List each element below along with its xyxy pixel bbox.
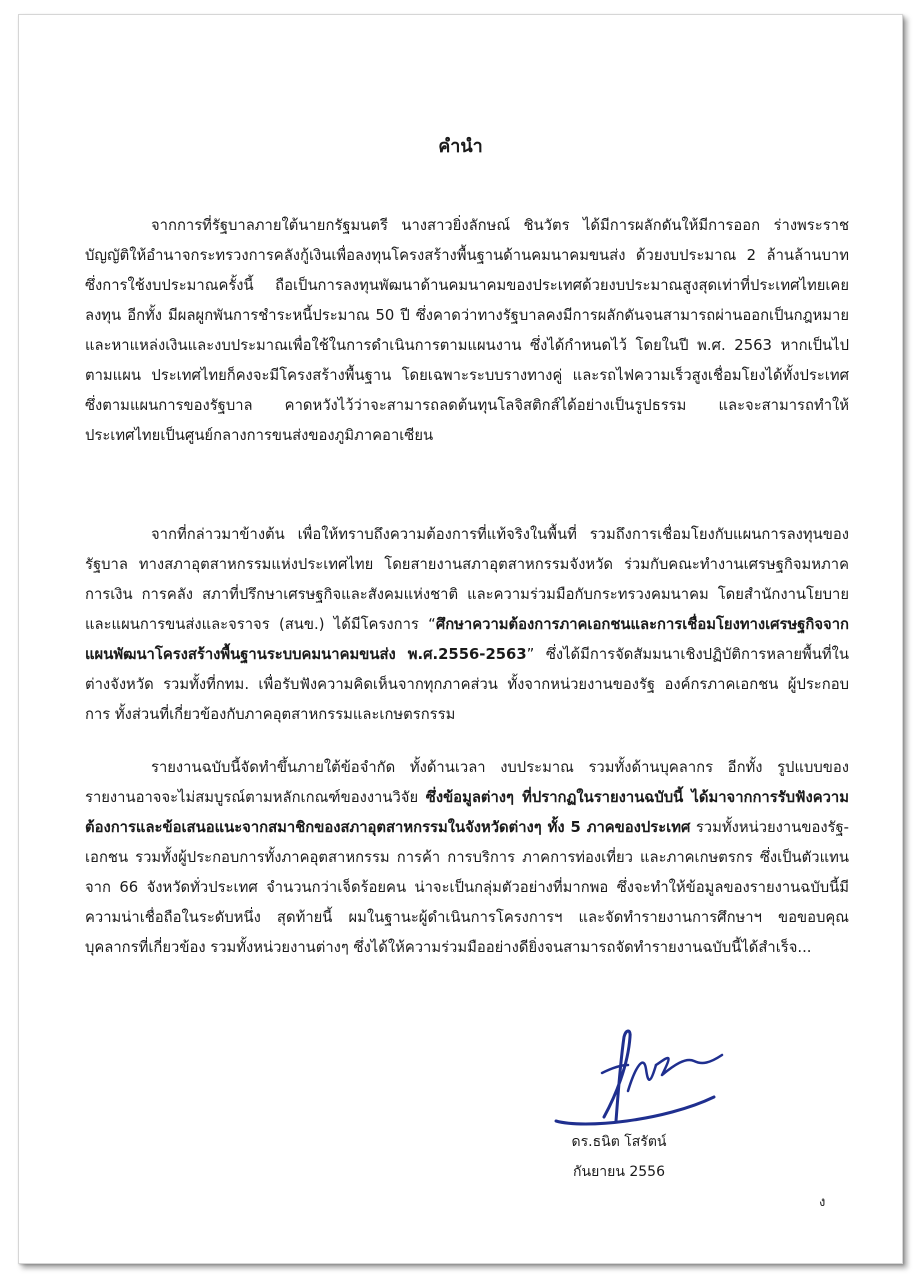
document-page: [18, 14, 903, 1264]
paragraph-3-text-a: รายงานฉบับนี้จัดทำขึ้นภายใต้ข้อจำกัด ทั้งด้านเวลา งบประมาณ รวมทั้งด้านบุคลากร อีกทั้ง รูปแบบของรายงานอาจจะไม่สมบูรณ์ตามหลักเกณฑ์ของงานวิจัย: [85, 759, 849, 806]
paragraph-3-text-b: รวมทั้งหน่วยงานของรัฐ-เอกชน รวมทั้งผู้ประกอบการทั้งภาคอุตสาหกรรม การค้า การบริการ ภาคการท่องเที่ยว และภาคเกษตรกร ซึ่งเป็นตัวแทนจาก 66 จังหวัดทั่วประเทศ จำนวนกว่าเจ็ดร้อยคน น่าจะเป็นกลุ่มตัวอย่างที่มากพอ ซึ่งจะทำให้ข้อมูลของรายงานฉบับนี้มีความน่าเชื่อถือในระดับหนึ่ง สุดท้ายนี้ ผมในฐานะผู้ดำเนินการโครงการฯ และจัดทำรายงานการศึกษาฯ ขอขอบคุณบุคลากรที่เกี่ยวข้อง รวมทั้งหน่วยงานต่างๆ ซึ่งได้ให้ความร่วมมืออย่างดียิ่งจนสามารถจัดทำรายงานฉบับนี้ได้สำเร็จ...: [85, 819, 850, 956]
data-source-bold: ซึ่งข้อมูลต่างๆ ที่ปรากฏในรายงานฉบับนี้ ได้มาจากการรับฟังความต้องการและข้อเสนอแนะจากสมาชิกของสภาอุตสาหกรรมในจังหวัดต่างๆ ทั้ง 5 ภาคของประเทศ: [85, 789, 849, 836]
page-number: ง: [819, 1195, 826, 1210]
paragraph-1: [85, 211, 849, 451]
paragraph-2-text-a: จากที่กล่าวมาข้างต้น เพื่อให้ทราบถึงความต้องการที่แท้จริงในพื้นที่ รวมถึงการเชื่อมโยงกับแผนการลงทุนของรัฐบาล ทางสภาอุตสาหกรรมแห่งประเทศไทย โดยสายงานสภาอุตสาหกรรมจังหวัด ร่วมกับคณะทำงานเศรษฐกิจมหภาค การเงิน การคลัง สภาที่ปรึกษาเศรษฐกิจและสังคมแห่งชาติ และความร่วมมือกับกระทรวงคมนาคม โดยสำนักงานโยบายและแผนการขนส่งและจราจร (สนข.) ได้มีโครงการ “: [85, 526, 849, 633]
project-name-bold: ศึกษาความต้องการภาคเอกชนและการเชื่อมโยงทางเศรษฐกิจจากแผนพัฒนาโครงสร้างพื้นฐานระบบคมนาคมขนส่ง พ.ศ.2556-2563: [85, 616, 849, 663]
paragraph-2-text-b: ” ซึ่งได้มีการจัดสัมมนาเชิงปฏิบัติการหลายพื้นที่ในต่างจังหวัด รวมทั้งที่กทม. เพื่อรับฟังความคิดเห็นจากทุกภาคส่วน ทั้งจากหน่วยงานของรัฐ องค์กรภาคเอกชน ผู้ประกอบการ ทั้งส่วนที่เกี่ยวข้องกับภาคอุตสาหกรรมและเกษตรกรรม: [85, 646, 849, 723]
paragraph-3: [85, 753, 849, 963]
paragraph-1-text: จากการที่รัฐบาลภายใต้นายกรัฐมนตรี นางสาวยิ่งลักษณ์ ชินวัตร ได้มีการผลักดันให้มีการออก ร่างพระราชบัญญัติให้อำนาจกระทรวงการคลังกู้เงินเพื่อลงทุนโครงสร้างพื้นฐานด้านคมนาคมขนส่ง ด้วยงบประมาณ 2 ล้านล้านบาท ซึ่งการใช้งบประมาณครั้งนี้ ถือเป็นการลงทุนพัฒนาด้านคมนาคมของประเทศด้วยงบประมาณสูงสุดเท่าที่ประเทศไทยเคยลงทุน อีกทั้ง มีผลผูกพันการชำระหนี้ประมาณ 50 ปี ซึ่งคาดว่าทางรัฐบาลคงมีการผลักดันจนสามารถผ่านออกเป็นกฎหมายและหาแหล่งเงินและงบประมาณเพื่อใช้ในการดำเนินการตามแผนงาน ซึ่งได้กำหนดไว้ โดยในปี พ.ศ. 2563 หากเป็นไปตามแผน ประเทศไทยก็คงจะมีโครงสร้างพื้นฐาน โดยเฉพาะระบบรางทางคู่ และรถไฟความเร็วสูงเชื่อมโยงได้ทั้งประเทศ ซึ่งตามแผนการของรัฐบาล คาดหวังไว้ว่าจะสามารถลดต้นทุนโลจิสติกส์ได้อย่างเป็นรูปธรรม และจะสามารถทำให้ประเทศไทยเป็นศูนย์กลางการขนส่งของภูมิภาคอาเซียน: [85, 217, 849, 444]
page-title: คำนำ: [438, 136, 483, 157]
handwritten-signature: [544, 1025, 734, 1140]
document-date: กันยายน 2556: [573, 1164, 665, 1180]
paragraph-2: [85, 520, 849, 730]
signer-name: ดร.ธนิต โสรัตน์: [571, 1134, 667, 1150]
